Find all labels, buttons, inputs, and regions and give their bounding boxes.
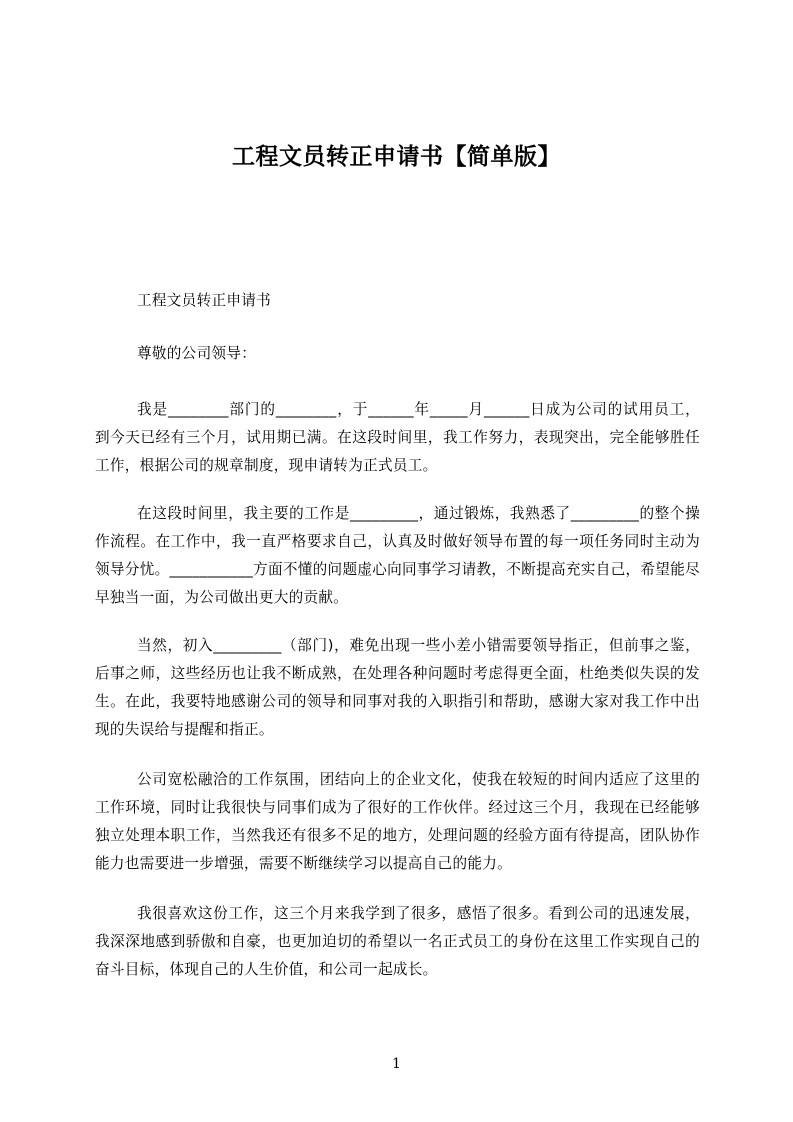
subheading: 工程文员转正申请书 [137,292,272,309]
paragraph-text: 当然，初入_________（部门)，难免出现一些小差小错需要领导指正，但前事之鉴，后事之师，这些经历也让我不断成熟，在处理各种问题时考虑得更全面，杜绝类似失误的发生。在此，我要特地感谢公司的领导和同事对我的入职指引和帮助，感谢大家对我工作中出现的失误给与提醒和指正。 [95,637,700,738]
paragraph-3 [95,632,700,744]
paragraph-text: 我是________部门的________，于______年_____月______日成为公司的试用员工，到今天已经有三个月，试用期已满。在这段时间里，我工作努力，表现突出，完全能够胜任工作，根据公司的规章制度，现申请转为正式员工。 [95,401,700,474]
salutation: 尊敬的公司领导： [137,345,257,362]
paragraph-2 [95,500,700,612]
paragraph-text: 我很喜欢这份工作，这三个月来我学到了很多，感悟了很多。看到公司的迅速发展，我深深地感到骄傲和自豪，也更加迫切的希望以一名正式员工的身份在这里工作实现自己的奋斗目标，体现自己的人生价值，和公司一起成长。 [95,905,700,978]
paragraph-5 [95,900,700,984]
page-number: 1 [392,1056,401,1072]
document-title: 工程文员转正申请书【简单版】 [232,144,561,170]
paragraph-1 [95,396,700,480]
paragraph-text: 在这段时间里，我主要的工作是_________，通过锻炼，我熟悉了_________的整个操作流程。在工作中，我一直严格要求自己，认真及时做好领导布置的每一项任务同时主动为领导分忧。___________方面不懂的问题虚心向同事学习请教，不断提高充实自己，希望能尽早独当一面，为公司做出更大的贡献。 [95,505,700,606]
paragraph-text: 公司宽松融洽的工作氛围，团结向上的企业文化，使我在较短的时间内适应了这里的工作环境，同时让我很快与同事们成为了很好的工作伙伴。经过这三个月，我现在已经能够独立处理本职工作，当然我还有很多不足的地方，处理问题的经验方面有待提高，团队协作能力也需要进一步增强，需要不断继续学习以提高自己的能力。 [95,771,700,872]
paragraph-4 [95,766,700,878]
